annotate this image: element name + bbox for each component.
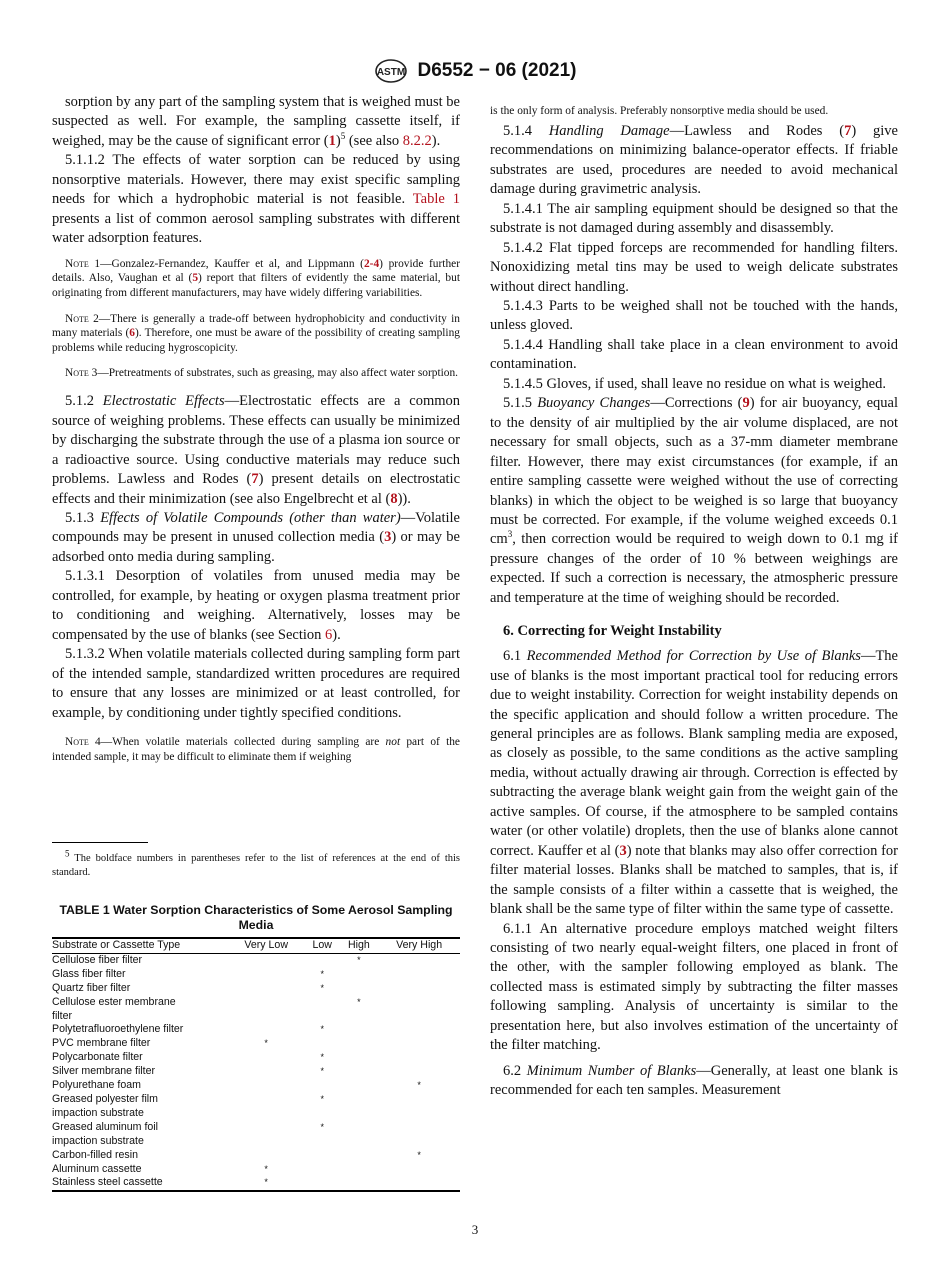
text-run: 5.1.3.1 Desorption of volatiles from unused media may be controlled, for example, by heating or oxygen plasma treatment prior to conditioning and weighing. Alternatively, losses may be compensated by the use of blanks (see Section [52,568,460,643]
text-run: for air buoyancy, equal to the density of air multiplied by the air volume displaced, are not necessary for small objects, such as a 37-mm diameter membrane filter. However, there may exist circumstances (for example, if an entire sampling cassette were weighed without the use of correcting blanks) in which the object to be weighed is so large that buoyancy must be corrected. For example, if the volume weighed exceeds 0.1 cm [490,395,899,548]
substrate-cell: Aluminum cassette [52,1162,142,1175]
italic-run: Minimum Number of Blanks [526,1062,697,1079]
footnote [52,848,460,880]
cross-reference-link[interactable]: 6 [325,626,333,643]
rating-cell: * [320,1066,324,1077]
column-header: High [340,938,379,953]
substrate-cell: PVC membrane filter [52,1037,151,1050]
rating-cell [378,953,460,967]
text-run: 4—When volatile materials collected during sampling are [88,736,386,748]
paragraph [52,151,460,248]
text-run: ( [839,122,845,139]
text-run: is the only form of analysis. Preferably nonsorptive media should be used. [490,105,829,118]
text-run: ) provide further details. Also, Vaughan et al ( [52,257,461,285]
paragraph [490,122,898,200]
rating-cell [340,1121,379,1149]
text-run: 5.1.4.4 Handling shall take place in a clean environment to avoid contamination. [490,336,898,373]
text-run: give recommendations on minimizing balance-operator effects. If friable substrates are used, procedures are needed to avoid mechanical damage during gravimetric analysis. [490,122,898,198]
rating-cell [340,1176,379,1191]
table-row [52,1163,460,1177]
text-run: 2—There is generally a trade-off between hydrophobicity and conductivity in many materials ( [52,312,460,340]
text-run: 5.1.4 [503,122,549,139]
text-run: ) [258,471,264,488]
rating-cell [305,1163,340,1177]
rating-cell [227,1023,305,1037]
rating-cell [378,1176,460,1191]
paragraph [490,239,898,297]
reference-link[interactable]: 6 [129,327,135,340]
rating-cell [378,1051,460,1065]
reference-link[interactable]: 2-4 [363,257,380,270]
rating-cell [378,1037,460,1051]
text-run: ) [391,529,397,546]
page-number: 3 [471,1222,479,1237]
italic-run: not [385,736,401,748]
rating-cell [305,996,340,1024]
paragraph [490,394,898,608]
text-run: —The use of blanks is the most important practical tool for reducing errors due to weight instability. Correction for weight instability depends on the specific application and should follow a written procedure. The general principles are as follows. Blank sampling media are exposed, as closely as possible, to the same conditions as the active sampling media, without actually drawing air through. Correction is effected by subtracting the average blank weight gain from the weight gain of the active samples. Of course, if the atmosphere to be sampled contains water (or other volatile) droplets, then the use of blanks alone cannot correct. Kauffer et al [490,648,898,859]
substrate-cell: Polyurethane foam [52,1079,141,1092]
astm-logo-icon [374,58,408,84]
rating-cell: * [320,1121,324,1132]
rating-cell [378,968,460,982]
rating-cell [227,1051,305,1065]
column-header: Very High [378,938,460,953]
footnote-text: The boldface numbers in parentheses refer to the list of references at the end of this standard. [52,853,460,878]
footnote-mark: 5 [65,848,70,859]
rating-cell [305,953,340,967]
rating-cell [305,1149,340,1163]
note [490,104,898,119]
text-run: ( [246,471,252,488]
table-1 [52,903,460,1192]
text-run: —Electrostatic effects are a common source of weighing problems. These effects can usually be minimized by discharging the substrate through the use of a plasma ion source or a radioactive source. Using conductive materials may reduce such problems. Lawless and Rodes [52,393,461,488]
rating-cell: * [320,1024,324,1035]
table-row [52,1079,460,1093]
text-run: —Lawless and Rodes [669,122,840,139]
rating-cell [378,982,460,996]
rating-cell: * [320,1052,324,1063]
footnote-divider [52,842,148,843]
substrate-cell: Polycarbonate filter [52,1051,143,1064]
reference-link[interactable]: 1 [328,132,336,149]
rating-cell [305,1037,340,1051]
table-row [52,1037,460,1051]
text-run: )). [397,490,411,507]
text-run: 5.1.2 [65,393,103,410]
text-run: 5.1.3.2 When volatile materials collected during sampling form part of the intended sample, standardized written procedures are required to ensure that any losses are minimized or at least controlled, for example, by conditioning under tightly specified conditions. [52,646,460,721]
note-label: Note [65,312,89,325]
substrate-cell: Quartz fiber filter [52,981,131,994]
reference-link[interactable]: 9 [742,395,750,412]
table-header-row [52,938,460,953]
rating-cell [227,982,305,996]
text-run: ( [614,842,620,859]
italic-run: Effects of Volatile Compounds (other than water) [100,510,401,527]
note-label: Note [65,257,89,270]
rating-cell [340,1149,379,1163]
rating-cell [340,1093,379,1121]
paragraph [490,647,898,919]
rating-cell: * [264,1038,268,1049]
rating-cell [340,1163,379,1177]
left-column [52,93,460,775]
substrate-cell: Greased polyester film impaction substrate [52,1092,158,1119]
rating-cell [340,982,379,996]
text-run: 5.1.4.2 Flat tipped forceps are recommended for handling filters. Nonoxidizing metal tins may be used to weigh delicate substrates without direct handling. [490,239,898,295]
reference-link[interactable]: 8 [390,490,398,507]
paragraph [52,392,460,509]
rating-cell [340,1037,379,1051]
text-run: ( [323,132,329,149]
text-run: , then correction would be required to weigh down to 0.1 mg if pressure changes of the order of 10 % between weighings are expected. If such a correction is necessary, the atmospheric pressure and temperature at the time of weighing should be recorded. [490,531,898,606]
rating-cell [340,1051,379,1065]
text-run: (see also [345,132,403,149]
substrate-cell: Polytetrafluoroethylene filter [52,1023,184,1036]
column-header: Substrate or Cassette Type [52,938,227,953]
table-row [52,1093,460,1121]
note [52,366,460,381]
rating-cell [227,1093,305,1121]
substrate-cell: Stainless steel cassette [52,1176,163,1189]
rating-cell [305,1079,340,1093]
paragraph [52,509,460,567]
reference-link[interactable]: 7 [251,471,259,488]
table-row [52,953,460,967]
text-run: ) [626,842,632,859]
rating-cell [227,1079,305,1093]
superscript: 5 [340,131,346,142]
column-header: Low [305,938,340,953]
note-label: Note [65,736,89,748]
reference-link[interactable]: 3 [619,842,627,859]
rating-cell: * [320,1093,324,1104]
text-run: 5.1.5 [503,395,538,412]
cross-reference-link[interactable]: Table 1 [412,191,460,208]
text-run: ). Therefore, one must be aware of the possibility of creating sampling problems while reducing hygroscopicity. [52,327,460,354]
note [52,312,460,356]
reference-link[interactable]: 3 [384,529,392,546]
rating-cell [378,1023,460,1037]
text-run: 5.1.4.1 The air sampling equipment should be designed so that the substrate is not damaged during assembly and disassembly. [490,200,898,237]
rating-cell [227,1065,305,1079]
rating-cell [340,968,379,982]
table-row [52,968,460,982]
section-heading [490,622,898,641]
text-run: 6.1 [503,648,527,665]
rating-cell [378,1065,460,1079]
table-row [52,1065,460,1079]
rating-cell [378,996,460,1024]
text-run: 6.1.1 An alternative procedure employs matched weight filters consisting of two nearly equal-weight filters, one placed in front of the other, with the sampler following employed as blank. The collected mass is estimated simply by subtracting the filter masses following sampling. Analysis of uncertainty is similar to the presentation here, but also involves estimation of the uncertainty of the filter matching. [490,920,898,1054]
rating-cell: * [357,954,361,965]
paragraph [490,200,898,239]
text-run: 1—Gonzalez-Fernandez, Kauffer et al, and Lippmann ( [88,257,364,270]
rating-cell [378,1121,460,1149]
table-row [52,982,460,996]
text-run: ( [379,529,385,546]
substrate-cell: Greased aluminum foil impaction substrate [52,1120,158,1147]
table-row [52,1176,460,1191]
paragraph [52,567,460,645]
rating-cell [227,953,305,967]
paragraph [490,375,898,394]
page-header [0,58,950,84]
reference-link[interactable]: 7 [844,122,852,139]
note [52,735,460,764]
column-header: Very Low [227,938,305,953]
rating-cell: * [320,968,324,979]
rating-cell: * [320,982,324,993]
text-run: note that blanks may also offer correction for filter material losses. Blanks shall be matched to samples, that is, if the sample consists of a filter within a cassette that is weighed, the blank shall be the same type of filter within the same type of cassette. [490,842,898,918]
table-title: TABLE 1 Water Sorption Characteristics of Some Aerosol Sampling Media [59,903,453,932]
text-run: ( [737,395,743,412]
text-run: 6.2 [503,1062,527,1079]
italic-run: Recommended Method for Correction by Use of Blanks [526,648,861,665]
paragraph [490,920,898,1056]
paragraph [490,1062,898,1101]
italic-run: Electrostatic Effects [102,393,225,410]
superscript: 3 [507,529,513,540]
note-label: Note [65,367,89,380]
substrate-cell: Glass fiber filter [52,967,126,980]
text-run: ) [749,395,755,412]
standard-designation: D6552 − 06 (2021) [417,60,577,81]
text-run: part of the intended sample, it may be difficult to eliminate them if weighing [52,736,460,763]
table-row [52,1051,460,1065]
rating-cell [227,1121,305,1149]
substrate-cell: Carbon-filled resin [52,1148,138,1161]
rating-cell: * [417,1080,421,1091]
text-run: 5.1.1.2 The effects of water sorption can be reduced by using nonsorptive materials. However, there may exist specific sampling needs for which a hydrophobic material is not feasible. [52,152,460,208]
rating-cell [378,1093,460,1121]
rating-cell [340,1065,379,1079]
rating-cell [305,1176,340,1191]
text-run: —Generally, at least one blank is recommended for each ten samples. Measurement [490,1062,899,1099]
text-run: 5.1.4.3 Parts to be weighed shall not be touched with the hands, unless gloved. [490,297,898,334]
text-run: ) report that filters of evidently the same material, but originating from different manufacturers, may have widely differing variabilities. [52,272,460,299]
substrate-cell: Cellulose ester membrane filter [52,995,176,1022]
text-run: ). [431,132,441,149]
text-run: 5.1.4.5 Gloves, if used, shall leave no residue on what is weighed. [503,375,886,392]
text-run: —Corrections [650,395,738,412]
rating-cell [227,996,305,1024]
text-run: sorption by any part of the sampling system that is weighed must be suspected as well. For example, the sampling cassette itself, if weighed, may be the cause of significant error [52,94,460,149]
text-run: ) [851,122,857,139]
rating-cell: * [357,996,361,1007]
table-row [52,1149,460,1163]
paragraph [490,336,898,375]
text-run: or may be adsorbed onto media during sampling. [52,529,460,565]
text-run: 3—Pretreatments of substrates, such as greasing, may also affect water sorption. [88,367,459,380]
rating-cell [378,1163,460,1177]
paragraph [52,93,460,151]
text-run: 6. Correcting for Weight Instability [503,623,722,640]
paragraph [52,645,460,723]
text-run: —Volatile compounds may be present in unused collection media [52,510,460,546]
text-run: presents a list of common aerosol sampling substrates with different water adsorption features. [52,210,460,247]
rating-cell [340,1079,379,1093]
substrate-cell: Silver membrane filter [52,1065,156,1078]
text-run: ). [332,626,341,643]
cross-reference-link[interactable]: 8.2.2 [402,132,432,149]
italic-run: Buoyancy Changes [537,395,651,412]
text-run: present details on electrostatic effects and their minimization (see also Engelbrecht et al ( [52,471,460,507]
note [52,257,460,301]
rating-cell: * [264,1163,268,1174]
rating-cell: * [417,1149,421,1160]
table-row [52,996,460,1024]
table-row [52,1023,460,1037]
rating-cell [227,968,305,982]
water-sorption-table [52,937,460,1192]
reference-link[interactable]: 5 [192,272,199,285]
svg-text:ASTM: ASTM [376,67,405,78]
rating-cell: * [264,1177,268,1188]
italic-run: Handling Damage [548,122,670,139]
text-run: 5.1.3 [65,510,101,527]
paragraph [490,297,898,336]
table-row [52,1121,460,1149]
substrate-cell: Cellulose fiber filter [52,953,143,966]
rating-cell [227,1149,305,1163]
text-run: ) [335,132,341,149]
right-column [490,93,898,1101]
rating-cell [340,1023,379,1037]
